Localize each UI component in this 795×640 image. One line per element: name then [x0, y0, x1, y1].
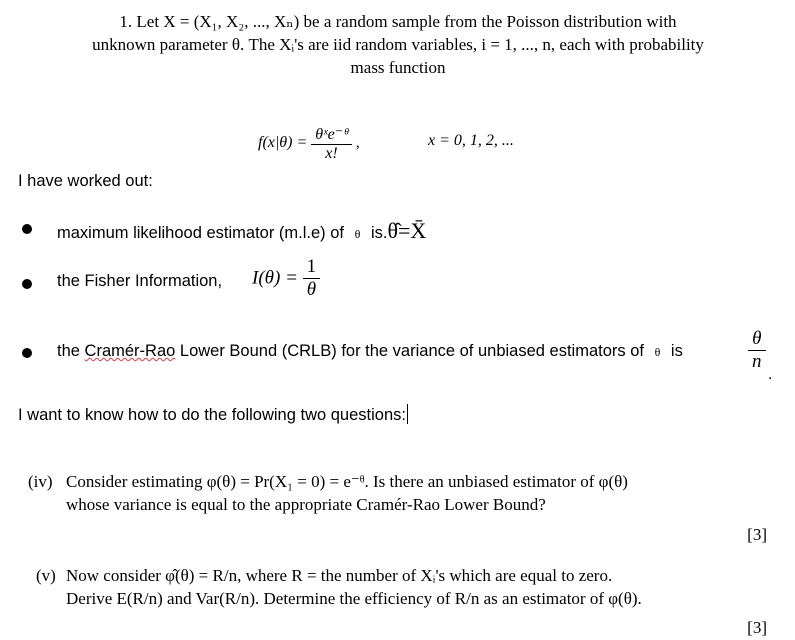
mle-text: maximum likelihood estimator (m.l.e) of — [57, 224, 344, 242]
question-iv-line-2: whose variance is equal to the appropriate Cramér-Rao Lower Bound? — [66, 495, 546, 514]
pmf-formula — [0, 118, 795, 168]
mle-is: is. — [370, 224, 388, 242]
bullet-mle — [57, 218, 426, 244]
pmf-support: x = 0, 1, 2, ... — [428, 132, 514, 149]
question-iv-line-1: Consider estimating φ(θ) = Pr(X₁ = 0) = e⁻ᶿ. Is there an unbiased estimator of φ(θ) — [66, 472, 628, 491]
fisher-denominator: θ — [303, 278, 321, 301]
bullet-2 — [22, 279, 32, 289]
bullet-1 — [22, 224, 32, 234]
crlb-is: is — [670, 342, 683, 360]
pmf-lhs: f(x|θ) = — [258, 134, 308, 152]
crlb-period: . — [768, 366, 773, 383]
question-v-line-1: Now consider φ̂(θ) = R/n, where R = the number of Xᵢ's which are equal to zero. — [66, 566, 613, 585]
crlb-theta: θ — [654, 345, 661, 359]
fisher-formula — [252, 256, 320, 301]
question-v-line-2: Derive E(R/n) and Var(R/n). Determine the efficiency of R/n as an estimator of φ(θ). — [66, 589, 642, 608]
crlb-formula — [748, 328, 766, 373]
bullet-fisher — [57, 272, 222, 291]
pmf-comma: , — [355, 134, 360, 152]
mle-estimator: θ̂=X̄ — [387, 218, 427, 243]
crlb-numerator: θ — [752, 328, 762, 349]
problem-line-3: mass function — [350, 58, 446, 77]
pmf-fraction — [311, 124, 352, 163]
question-iv-marks: [3] — [747, 525, 767, 544]
problem-line-1: 1. Let X = (X₁, X₂, ..., Xₙ) be a random sample from the Poisson distribution with — [119, 12, 677, 31]
fisher-lhs: I(θ) = — [252, 267, 298, 289]
crlb-text: Lower Bound (CRLB) for the variance of unbiased estimators of — [179, 342, 644, 360]
mle-theta: θ — [354, 227, 361, 241]
text-cursor — [407, 404, 408, 424]
fisher-text: the Fisher Information, — [57, 272, 223, 290]
notes-intro: I have worked out: — [18, 172, 153, 190]
bullet-3 — [22, 348, 32, 358]
pmf-numerator: θˣe⁻ᶿ — [315, 126, 348, 143]
crlb-word-the: the — [57, 342, 80, 360]
question-intro[interactable] — [18, 404, 408, 425]
question-iv-label: (iv) — [28, 472, 53, 491]
problem-statement — [28, 10, 768, 79]
problem-line-2: unknown parameter θ. The Xᵢ's are iid random variables, i = 1, ..., n, each with probability — [92, 35, 704, 54]
fisher-numerator: 1 — [306, 256, 317, 277]
bullet-crlb — [57, 342, 683, 361]
question-iv — [66, 470, 771, 516]
question-v — [66, 564, 771, 610]
question-intro-text: I want to know how to do the following two questions: — [18, 406, 406, 424]
pmf-denominator: x! — [311, 144, 352, 163]
question-v-marks: [3] — [747, 618, 767, 637]
crlb-cramer: Cramér-Rao — [84, 342, 176, 360]
question-v-label: (v) — [36, 566, 56, 585]
crlb-fraction — [748, 328, 766, 373]
fisher-fraction — [303, 256, 321, 301]
crlb-denominator: n — [748, 350, 766, 373]
